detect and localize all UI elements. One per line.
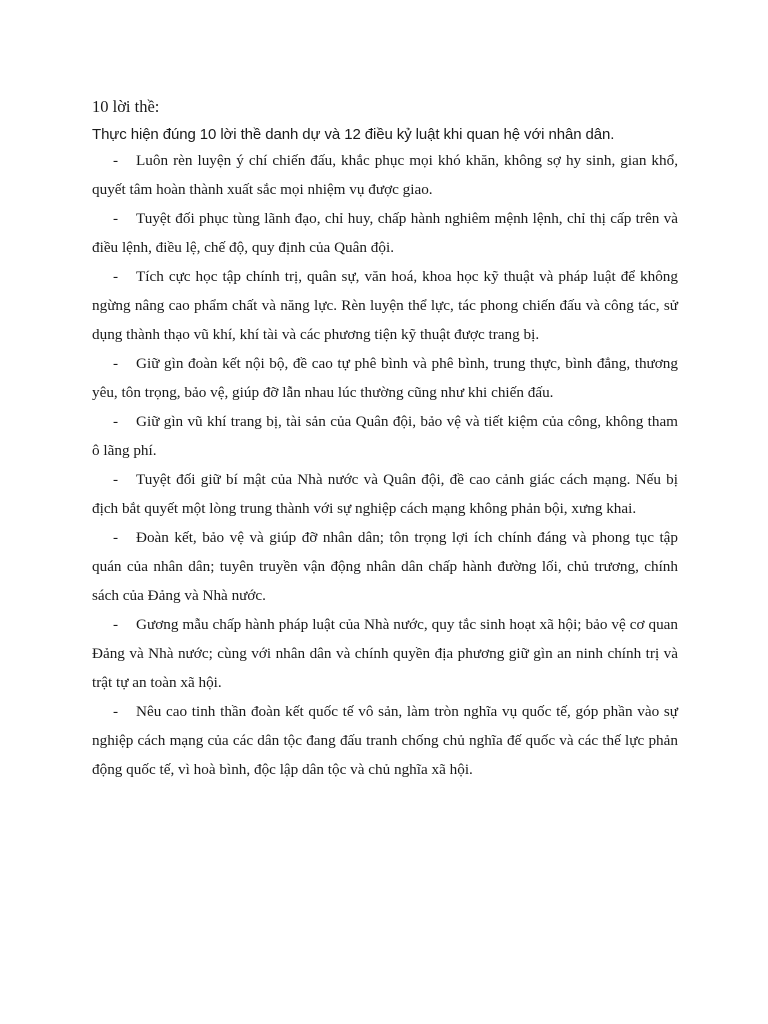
list-item [92,697,678,784]
list-bullet: - [113,355,119,372]
list-bullet: - [113,268,119,285]
list-item-text: Tuyệt đối phục tùng lãnh đạo, chỉ huy, chấp hành nghiêm mệnh lệnh, chỉ thị cấp trên và điều lệnh, điều lệ, chế độ, quy định của Quân đội. [92,210,678,256]
list-item-text: Đoàn kết, bảo vệ và giúp đỡ nhân dân; tôn trọng lợi ích chính đáng và phong tục tập quán của nhân dân; tuyên truyền vận động nhân dân chấp hành đường lối, chủ trương, chính sách của Đảng và Nhà nước. [92,529,678,604]
list-bullet: - [113,210,119,227]
list-bullet: - [113,616,119,633]
list-item-text: Luôn rèn luyện ý chí chiến đấu, khắc phục mọi khó khăn, không sợ hy sinh, gian khổ, quyết tâm hoàn thành xuất sắc mọi nhiệm vụ được giao. [92,152,678,198]
document-body [92,96,678,784]
document-title: 10 lời thề: [92,97,160,116]
list-bullet: - [113,152,119,169]
list-bullet: - [113,703,119,720]
list-item-text: Gương mẫu chấp hành pháp luật của Nhà nước, quy tắc sinh hoạt xã hội; bảo vệ cơ quan Đảng và Nhà nước; cùng với nhân dân và chính quyền địa phương giữ gìn an ninh chính trị và trật tự an toàn xã hội. [92,616,678,691]
list-item [92,610,678,697]
list-item [92,204,678,262]
list-item-text: Giữ gìn đoàn kết nội bộ, đề cao tự phê bình và phê bình, trung thực, bình đẳng, thương yêu, tôn trọng, bảo vệ, giúp đỡ lẫn nhau lúc thường cũng như khi chiến đấu. [92,355,678,401]
list-item-text: Tích cực học tập chính trị, quân sự, văn hoá, khoa học kỹ thuật và pháp luật để không ngừng nâng cao phẩm chất và năng lực. Rèn luyện thể lực, tác phong chiến đấu và công tác, sử dụng thành thạo vũ khí, khí tài và các phương tiện kỹ thuật được trang bị. [92,268,678,343]
list-item [92,349,678,407]
list-bullet: - [113,529,119,546]
list-item-text: Tuyệt đối giữ bí mật của Nhà nước và Quân đội, đề cao cảnh giác cách mạng. Nếu bị địch bắt quyết một lòng trung thành với sự nghiệp cách mạng không phản bội, xưng khai. [92,471,678,517]
list-bullet: - [113,413,119,430]
oath-list [92,146,678,784]
list-item [92,146,678,204]
list-item-text: Nêu cao tinh thần đoàn kết quốc tế vô sản, làm tròn nghĩa vụ quốc tế, góp phần vào sự nghiệp cách mạng của các dân tộc đang đấu tranh chống chủ nghĩa đế quốc và các thế lực phản động quốc tế, vì hoà bình, độc lập dân tộc và chủ nghĩa xã hội. [92,703,678,778]
list-item-text: Giữ gìn vũ khí trang bị, tài sản của Quân đội, bảo vệ và tiết kiệm của công, không tham ô lãng phí. [92,413,678,459]
list-item [92,262,678,349]
list-item [92,407,678,465]
list-bullet: - [113,471,119,488]
list-item [92,523,678,610]
list-item [92,465,678,523]
document-intro: Thực hiện đúng 10 lời thề danh dự và 12 điều kỷ luật khi quan hệ với nhân dân. [92,126,615,143]
